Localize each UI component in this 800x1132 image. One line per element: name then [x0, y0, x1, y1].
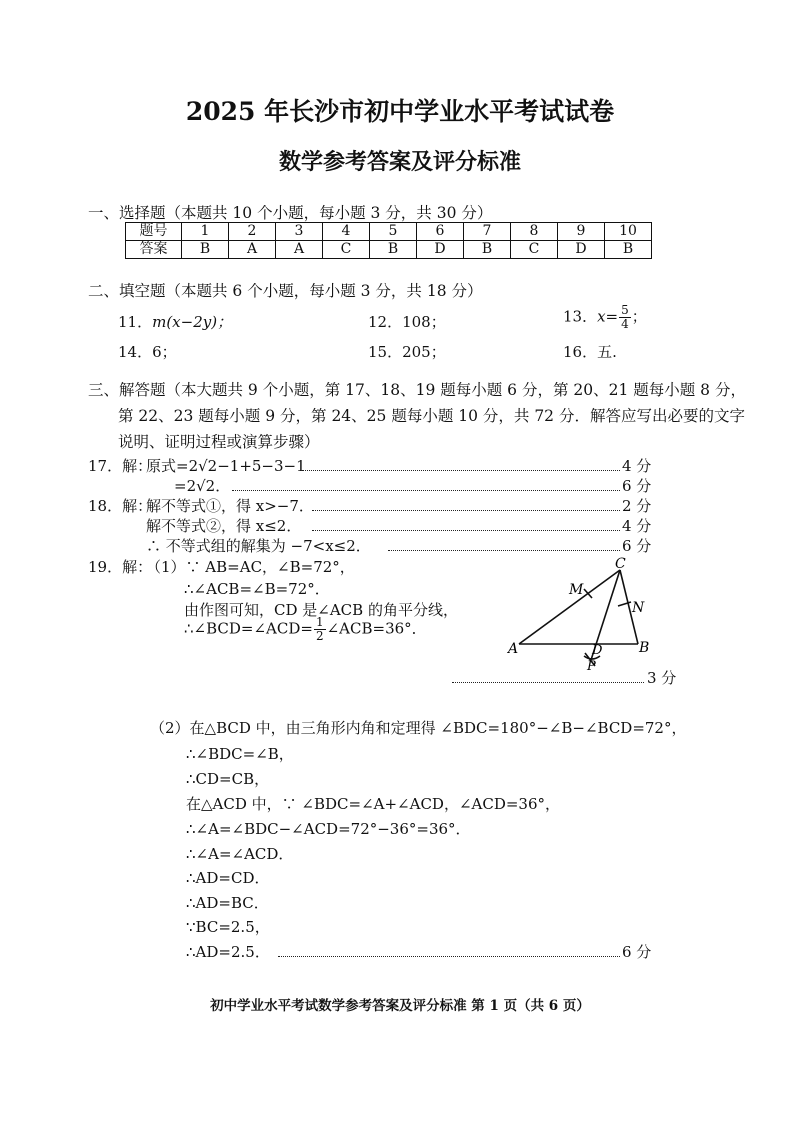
table-row-answers [126, 241, 652, 259]
q18-dots1 [312, 510, 620, 511]
question-number-cell: 9 [558, 223, 605, 241]
q18-line3: ∴ 不等式组的解集为 −7<x≤2． [146, 537, 371, 555]
q19-p1-score: 3 分 [647, 669, 677, 687]
q16-answer: 16．五. [563, 343, 617, 361]
q18-line1: 解不等式①，得 x>−7． [146, 497, 314, 515]
q13-label: 13． [563, 307, 598, 326]
label-n: N [632, 600, 645, 616]
q17-line2: =2√2． [174, 477, 231, 495]
row-label-number: 题号 [126, 223, 182, 241]
section3-heading-line1: 三、解答题（本大题共 9 个小题，第 17、18、19 题每小题 6 分，第 20、21 题每小题 8 分， [88, 381, 746, 399]
page-subtitle: 数学参考答案及评分标准 [278, 149, 521, 175]
q13-denominator: 4 [621, 317, 629, 331]
q19-p1-line4-pre: ∴∠BCD=∠ACD= [184, 619, 313, 638]
q19-p2-line5: ∴∠A=∠BDC−∠ACD=72°−36°=36°． [186, 820, 471, 838]
triangle-figure [505, 556, 665, 676]
q13-answer [563, 304, 647, 331]
q19-p2-line7: ∴AD=CD． [186, 869, 270, 887]
question-number-cell: 10 [605, 223, 652, 241]
q19-p2-line3: ∴CD=CB， [186, 770, 270, 788]
q15-answer: 15．205； [368, 343, 446, 361]
q19-label: 19．解： [88, 558, 153, 576]
q19-p2-line2: ∴∠BDC=∠B， [186, 745, 294, 763]
label-c: C [615, 556, 626, 572]
q11-answer [118, 311, 232, 332]
label-a: A [508, 641, 519, 657]
q13-tail: ； [631, 307, 647, 326]
q19-p2-line8: ∴AD=BC． [186, 894, 269, 912]
q18-score2: 4 分 [622, 517, 652, 535]
q18-dots3 [388, 550, 620, 551]
q19-half-fraction [314, 616, 326, 643]
answer-cell: B [464, 241, 511, 259]
q18-score3: 6 分 [622, 537, 652, 555]
q17-label: 17．解： [88, 457, 153, 475]
q14-answer: 14．6； [118, 343, 177, 361]
section2-heading: 二、填空题（本题共 6 个小题，每小题 3 分，共 18 分） [88, 282, 483, 300]
section1-heading: 一、选择题（本题共 10 个小题，每小题 3 分，共 30 分） [88, 204, 493, 222]
q19-p2-line9: ∵BC=2.5， [186, 918, 270, 936]
q17-dots2 [232, 490, 620, 491]
page-footer: 初中学业水平考试数学参考答案及评分标准 第 1 页（共 6 页） [210, 998, 590, 1014]
answer-cell: C [511, 241, 558, 259]
answer-table [125, 222, 652, 259]
q19-p2-line1: （2）在△BCD 中，由三角形内角和定理得 ∠BDC=180°−∠B−∠BCD=72°， [150, 719, 687, 737]
answer-cell: B [605, 241, 652, 259]
q11-expression: m(x−2y)； [152, 313, 233, 331]
table-row-numbers [126, 223, 652, 241]
q18-line2: 解不等式②，得 x≤2． [146, 517, 302, 535]
answer-cell: D [417, 241, 464, 259]
answer-cell: B [370, 241, 417, 259]
answer-cell: A [276, 241, 323, 259]
label-d: D [592, 643, 603, 658]
label-p: P [587, 659, 596, 674]
q19-p1-line4 [184, 616, 427, 643]
section3-heading-line2: 第 22、23 题每小题 9 分，第 24、25 题每小题 10 分，共 72 分．解答应写出必要的文字 [118, 407, 745, 425]
q19-p1-line3: 由作图可知，CD 是∠ACB 的角平分线， [184, 601, 458, 619]
q17-score1: 4 分 [622, 457, 652, 475]
q19-frac-num: 1 [315, 615, 324, 629]
answer-cell: B [182, 241, 229, 259]
q13-var: x= [597, 307, 619, 326]
q19-p2-line10: ∴AD=2.5． [186, 943, 270, 961]
q19-frac-den: 2 [315, 629, 324, 643]
q12-answer: 12．108； [368, 313, 446, 331]
q18-dots2 [312, 530, 620, 531]
question-number-cell: 4 [323, 223, 370, 241]
question-number-cell: 5 [370, 223, 417, 241]
q19-p1-dots [452, 682, 644, 683]
section3-heading-line3: 说明、证明过程或演算步骤） [118, 433, 320, 451]
page-title: 2025 年长沙市初中学业水平考试试卷 [185, 97, 615, 126]
q19-p1-line2: ∴∠ACB=∠B=72°． [184, 580, 330, 598]
label-m: M [569, 582, 584, 598]
q19-p2-dots [278, 956, 620, 957]
q19-p2-line6: ∴∠A=∠ACD． [186, 845, 294, 863]
q19-p1-line4-post: ∠ACB=36°． [326, 619, 427, 638]
q18-label: 18．解： [88, 497, 153, 515]
label-b: B [639, 640, 650, 656]
arc-mark-m [584, 589, 592, 598]
answer-cell: A [229, 241, 276, 259]
q17-score2: 6 分 [622, 477, 652, 495]
row-label-answer: 答案 [126, 241, 182, 259]
q13-numerator: 5 [621, 303, 629, 317]
q19-p2-score: 6 分 [622, 943, 652, 961]
question-number-cell: 3 [276, 223, 323, 241]
question-number-cell: 8 [511, 223, 558, 241]
q18-score1: 2 分 [622, 497, 652, 515]
q17-line1: 原式=2√2−1+5−3−1 [146, 457, 306, 475]
question-number-cell: 2 [229, 223, 276, 241]
q19-p1-line1: （1）∵ AB=AC，∠B=72°， [146, 558, 355, 576]
question-number-cell: 6 [417, 223, 464, 241]
q11-label: 11． [118, 313, 153, 331]
question-number-cell: 7 [464, 223, 511, 241]
question-number-cell: 1 [182, 223, 229, 241]
answer-cell: D [558, 241, 605, 259]
q13-fraction [619, 304, 631, 331]
q17-dots1 [302, 470, 620, 471]
q19-p2-line4: 在△ACD 中，∵ ∠BDC=∠A+∠ACD，∠ACD=36°， [186, 795, 561, 813]
answer-cell: C [323, 241, 370, 259]
